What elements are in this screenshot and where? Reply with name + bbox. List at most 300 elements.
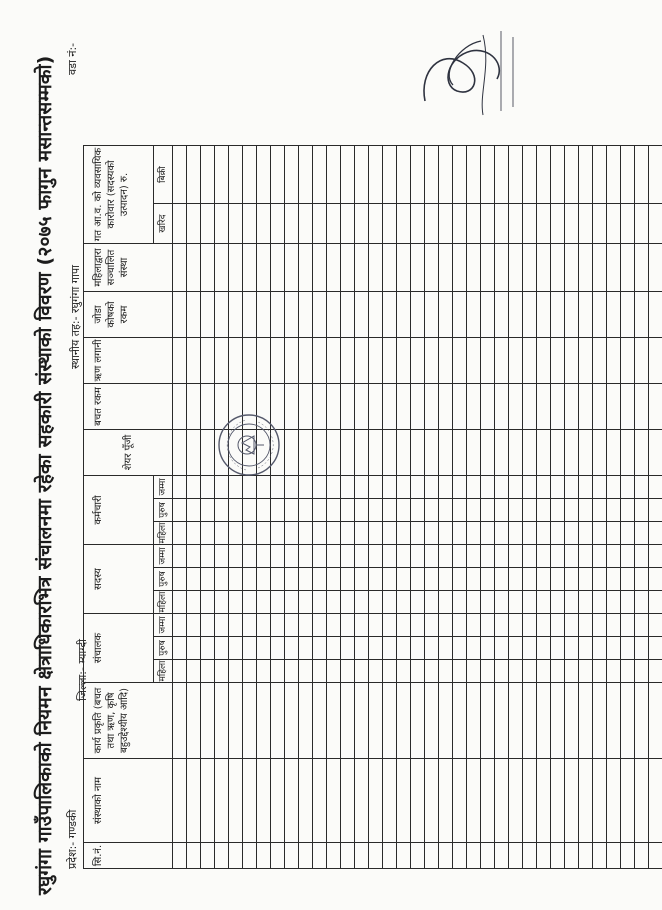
table-row xyxy=(257,146,271,869)
table-cell xyxy=(579,614,593,637)
table-cell xyxy=(439,614,453,637)
table-cell xyxy=(551,204,565,244)
table-cell xyxy=(579,244,593,292)
table-cell xyxy=(285,522,299,545)
table-cell xyxy=(341,499,355,522)
table-cell xyxy=(271,244,285,292)
table-cell xyxy=(523,292,537,338)
table-cell xyxy=(537,292,551,338)
table-cell xyxy=(453,568,467,591)
table-cell xyxy=(565,476,579,499)
table-cell xyxy=(229,292,243,338)
header-savings: बचत रकम xyxy=(84,384,173,430)
table-cell xyxy=(327,244,341,292)
table-cell xyxy=(551,637,565,660)
table-cell xyxy=(495,843,509,869)
table-cell xyxy=(271,568,285,591)
table-cell xyxy=(173,338,187,384)
table-cell xyxy=(215,244,229,292)
table-cell xyxy=(523,499,537,522)
table-cell xyxy=(453,683,467,759)
table-cell xyxy=(481,146,495,204)
table-cell xyxy=(341,338,355,384)
table-row xyxy=(299,146,313,869)
table-cell xyxy=(229,660,243,683)
table-cell xyxy=(187,384,201,430)
table-cell xyxy=(649,843,662,869)
table-cell xyxy=(467,244,481,292)
table-cell xyxy=(481,476,495,499)
table-cell xyxy=(607,146,621,204)
table-cell xyxy=(313,499,327,522)
table-cell xyxy=(635,637,649,660)
table-cell xyxy=(355,146,369,204)
table-cell xyxy=(383,843,397,869)
table-cell xyxy=(215,660,229,683)
table-cell xyxy=(299,476,313,499)
table-cell xyxy=(187,759,201,843)
table-row xyxy=(635,146,649,869)
table-cell xyxy=(243,759,257,843)
table-cell xyxy=(481,637,495,660)
table-cell xyxy=(355,843,369,869)
table-cell xyxy=(551,499,565,522)
table-cell xyxy=(439,476,453,499)
table-cell xyxy=(467,591,481,614)
table-cell xyxy=(523,660,537,683)
table-cell xyxy=(565,591,579,614)
table-cell xyxy=(579,637,593,660)
table-cell xyxy=(467,384,481,430)
table-cell xyxy=(411,660,425,683)
table-cell xyxy=(229,637,243,660)
table-cell xyxy=(509,244,523,292)
table-cell xyxy=(593,384,607,430)
table-cell xyxy=(271,637,285,660)
table-cell xyxy=(565,146,579,204)
table-cell xyxy=(453,637,467,660)
table-cell xyxy=(565,568,579,591)
table-cell xyxy=(271,146,285,204)
table-cell xyxy=(495,591,509,614)
table-cell xyxy=(299,430,313,476)
table-cell xyxy=(551,759,565,843)
table-cell xyxy=(383,244,397,292)
table-cell xyxy=(495,430,509,476)
table-cell xyxy=(565,338,579,384)
table-cell xyxy=(201,204,215,244)
table-cell xyxy=(397,683,411,759)
table-cell xyxy=(635,545,649,568)
table-body xyxy=(173,146,662,869)
table-cell xyxy=(187,146,201,204)
table-cell xyxy=(243,244,257,292)
table-cell xyxy=(271,843,285,869)
table-cell xyxy=(173,683,187,759)
table-cell xyxy=(425,759,439,843)
table-cell xyxy=(187,430,201,476)
table-cell xyxy=(537,568,551,591)
table-cell xyxy=(607,476,621,499)
table-cell xyxy=(425,614,439,637)
table-cell xyxy=(201,522,215,545)
table-cell xyxy=(215,568,229,591)
table-cell xyxy=(369,476,383,499)
table-row xyxy=(229,146,243,869)
subheader-members-female: महिला xyxy=(154,591,173,614)
table-cell xyxy=(467,568,481,591)
table-cell xyxy=(411,759,425,843)
table-cell xyxy=(607,759,621,843)
table-cell xyxy=(649,338,662,384)
table-cell xyxy=(523,591,537,614)
table-cell xyxy=(383,568,397,591)
table-cell xyxy=(481,843,495,869)
table-cell xyxy=(523,637,537,660)
table-row xyxy=(327,146,341,869)
table-cell xyxy=(369,637,383,660)
table-cell xyxy=(411,146,425,204)
table-row xyxy=(187,146,201,869)
table-cell xyxy=(341,683,355,759)
table-cell xyxy=(285,545,299,568)
table-cell xyxy=(201,660,215,683)
table-cell xyxy=(509,545,523,568)
table-cell xyxy=(271,591,285,614)
table-cell xyxy=(607,204,621,244)
table-cell xyxy=(243,545,257,568)
table-cell xyxy=(285,430,299,476)
table-cell xyxy=(481,545,495,568)
table-cell xyxy=(327,759,341,843)
table-cell xyxy=(327,384,341,430)
table-cell xyxy=(341,204,355,244)
table-cell xyxy=(257,292,271,338)
table-cell xyxy=(467,614,481,637)
table-cell xyxy=(579,843,593,869)
table-cell xyxy=(635,476,649,499)
table-cell xyxy=(341,591,355,614)
table-cell xyxy=(313,384,327,430)
table-cell xyxy=(355,499,369,522)
table-cell xyxy=(635,683,649,759)
table-cell xyxy=(243,146,257,204)
table-cell xyxy=(327,568,341,591)
table-cell xyxy=(621,338,635,384)
table-cell xyxy=(397,338,411,384)
table-cell xyxy=(285,146,299,204)
table-cell xyxy=(607,499,621,522)
table-cell xyxy=(593,683,607,759)
table-cell xyxy=(635,146,649,204)
table-cell xyxy=(369,614,383,637)
table-cell xyxy=(509,614,523,637)
header-org-name: संस्थाको नाम xyxy=(84,759,173,843)
table-cell xyxy=(607,244,621,292)
header-share-capital: शेयर पूँजी xyxy=(84,430,173,476)
table-cell xyxy=(481,292,495,338)
table-cell xyxy=(215,843,229,869)
table-cell xyxy=(523,204,537,244)
table-cell xyxy=(243,522,257,545)
table-cell xyxy=(607,545,621,568)
table-cell xyxy=(565,759,579,843)
table-cell xyxy=(621,430,635,476)
table-row xyxy=(523,146,537,869)
table-cell xyxy=(187,244,201,292)
table-cell xyxy=(257,244,271,292)
table-cell xyxy=(453,522,467,545)
table-cell xyxy=(299,204,313,244)
table-cell xyxy=(453,843,467,869)
table-cell xyxy=(341,637,355,660)
table-cell xyxy=(299,244,313,292)
table-cell xyxy=(593,568,607,591)
table-cell xyxy=(635,759,649,843)
table-cell xyxy=(579,683,593,759)
table-cell xyxy=(579,522,593,545)
table-cell xyxy=(425,476,439,499)
local-level-label: स्थानीय तह:- रघुगंगा गापा xyxy=(69,265,82,369)
table-cell xyxy=(495,204,509,244)
table-row xyxy=(495,146,509,869)
table-cell xyxy=(243,476,257,499)
table-cell xyxy=(173,545,187,568)
table-cell xyxy=(537,146,551,204)
table-cell xyxy=(425,522,439,545)
table-cell xyxy=(523,430,537,476)
table-cell xyxy=(271,476,285,499)
table-cell xyxy=(229,476,243,499)
table-cell xyxy=(271,522,285,545)
table-cell xyxy=(397,292,411,338)
table-cell xyxy=(369,204,383,244)
table-cell xyxy=(607,338,621,384)
header-last-fy-business: गत आ.व. को व्यवसायिक कारोवार (सदस्यको उत्पादन) रु. xyxy=(84,146,154,244)
table-cell xyxy=(173,759,187,843)
table-cell xyxy=(411,384,425,430)
table-cell xyxy=(565,637,579,660)
subheader-directors-female: महिला xyxy=(154,660,173,683)
table-cell xyxy=(201,430,215,476)
table-cell xyxy=(509,146,523,204)
table-row xyxy=(439,146,453,869)
table-cell xyxy=(481,204,495,244)
table-cell xyxy=(635,568,649,591)
table-cell xyxy=(621,843,635,869)
table-row xyxy=(607,146,621,869)
table-cell xyxy=(271,759,285,843)
table-cell xyxy=(425,430,439,476)
table-cell xyxy=(579,430,593,476)
table-cell xyxy=(425,545,439,568)
table-cell xyxy=(257,637,271,660)
table-cell xyxy=(593,614,607,637)
table-cell xyxy=(649,292,662,338)
table-cell xyxy=(341,843,355,869)
table-cell xyxy=(411,591,425,614)
table-cell xyxy=(383,660,397,683)
table-cell xyxy=(229,204,243,244)
table-cell xyxy=(509,759,523,843)
table-cell xyxy=(621,568,635,591)
table-cell xyxy=(285,204,299,244)
table-cell xyxy=(467,499,481,522)
table-cell xyxy=(299,614,313,637)
table-cell xyxy=(313,146,327,204)
table-cell xyxy=(593,430,607,476)
table-cell xyxy=(243,637,257,660)
table-cell xyxy=(411,204,425,244)
table-cell xyxy=(285,476,299,499)
table-cell xyxy=(271,683,285,759)
table-cell xyxy=(327,522,341,545)
table-cell xyxy=(299,522,313,545)
table-cell xyxy=(411,683,425,759)
table-cell xyxy=(607,614,621,637)
table-cell xyxy=(509,660,523,683)
table-cell xyxy=(285,843,299,869)
table-cell xyxy=(593,338,607,384)
table-cell xyxy=(173,522,187,545)
table-row xyxy=(579,146,593,869)
table-cell xyxy=(607,591,621,614)
table-cell xyxy=(369,384,383,430)
table-cell xyxy=(565,499,579,522)
table-cell xyxy=(495,683,509,759)
table-cell xyxy=(327,545,341,568)
header-loans: ऋण लगानी xyxy=(84,338,173,384)
table-cell xyxy=(201,614,215,637)
table-cell xyxy=(607,683,621,759)
table-cell xyxy=(495,476,509,499)
table-cell xyxy=(551,683,565,759)
table-cell xyxy=(621,637,635,660)
table-row xyxy=(215,146,229,869)
table-cell xyxy=(383,614,397,637)
table-cell xyxy=(621,522,635,545)
table-cell xyxy=(579,545,593,568)
table-row xyxy=(369,146,383,869)
table-cell xyxy=(621,545,635,568)
table-cell xyxy=(481,591,495,614)
table-cell xyxy=(495,146,509,204)
table-cell xyxy=(299,683,313,759)
subheader-purchase: खरिद xyxy=(154,204,173,244)
table-cell xyxy=(649,522,662,545)
table-cell xyxy=(509,637,523,660)
subheader-staff-total: जम्मा xyxy=(154,476,173,499)
table-cell xyxy=(621,591,635,614)
table-cell xyxy=(397,759,411,843)
table-row xyxy=(397,146,411,869)
table-cell xyxy=(509,204,523,244)
table-cell xyxy=(201,591,215,614)
table-cell xyxy=(439,683,453,759)
table-cell xyxy=(173,637,187,660)
table-cell xyxy=(271,204,285,244)
table-cell xyxy=(369,591,383,614)
table-cell xyxy=(355,614,369,637)
table-row xyxy=(341,146,355,869)
table-cell xyxy=(299,545,313,568)
table-cell xyxy=(341,146,355,204)
table-cell xyxy=(495,338,509,384)
table-cell xyxy=(551,338,565,384)
table-cell xyxy=(453,338,467,384)
table-row xyxy=(271,146,285,869)
table-cell xyxy=(285,614,299,637)
table-row xyxy=(383,146,397,869)
table-cell xyxy=(369,292,383,338)
table-cell xyxy=(243,591,257,614)
table-cell xyxy=(201,146,215,204)
table-cell xyxy=(453,384,467,430)
table-cell xyxy=(593,292,607,338)
table-row xyxy=(537,146,551,869)
table-cell xyxy=(551,843,565,869)
table-cell xyxy=(649,614,662,637)
table-cell xyxy=(383,292,397,338)
table-cell xyxy=(369,683,383,759)
table-cell xyxy=(579,591,593,614)
table-cell xyxy=(173,244,187,292)
table-cell xyxy=(397,146,411,204)
table-cell xyxy=(257,843,271,869)
table-cell xyxy=(551,522,565,545)
table-cell xyxy=(397,591,411,614)
table-cell xyxy=(649,591,662,614)
table-cell xyxy=(509,499,523,522)
table-cell xyxy=(439,499,453,522)
table-cell xyxy=(593,499,607,522)
table-cell xyxy=(453,476,467,499)
table-cell xyxy=(271,338,285,384)
table-cell xyxy=(397,637,411,660)
table-cell xyxy=(481,338,495,384)
table-cell xyxy=(313,759,327,843)
table-row xyxy=(593,146,607,869)
table-cell xyxy=(229,591,243,614)
table-cell xyxy=(523,545,537,568)
table-cell xyxy=(299,146,313,204)
table-cell xyxy=(649,204,662,244)
subheader-staff-male: पुरुष xyxy=(154,499,173,522)
table-cell xyxy=(341,568,355,591)
table-row xyxy=(621,146,635,869)
table-cell xyxy=(215,476,229,499)
table-cell xyxy=(411,338,425,384)
table-cell xyxy=(593,637,607,660)
header-reserve-fund: जोडा कोषको रकम xyxy=(84,292,173,338)
table-cell xyxy=(635,292,649,338)
subheader-directors-male: पुरुष xyxy=(154,637,173,660)
table-cell xyxy=(495,384,509,430)
table-cell xyxy=(621,244,635,292)
table-cell xyxy=(215,759,229,843)
table-cell xyxy=(397,204,411,244)
header-members: सदस्य xyxy=(84,545,154,614)
table-cell xyxy=(635,591,649,614)
table-cell xyxy=(355,591,369,614)
table-cell xyxy=(537,384,551,430)
table-cell xyxy=(257,660,271,683)
table-cell xyxy=(481,683,495,759)
table-cell xyxy=(551,568,565,591)
table-cell xyxy=(621,292,635,338)
table-cell xyxy=(383,637,397,660)
table-cell xyxy=(523,476,537,499)
